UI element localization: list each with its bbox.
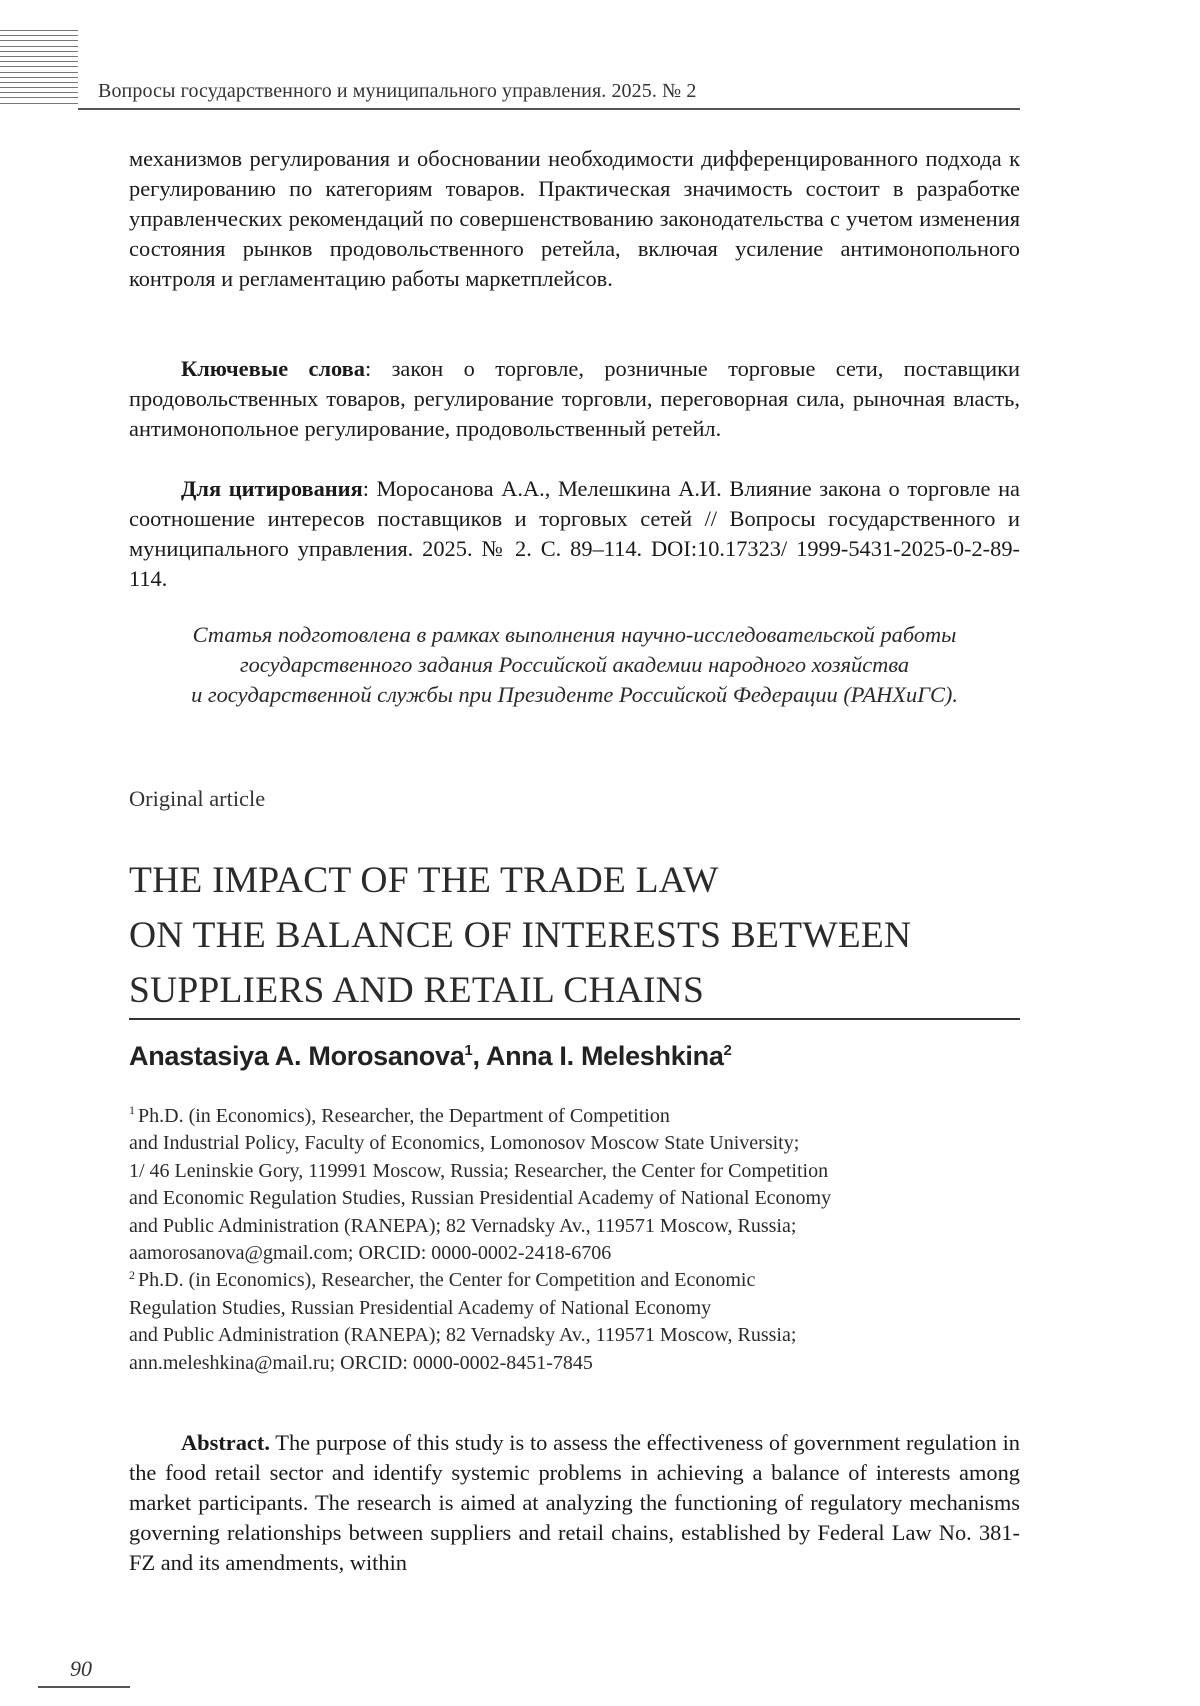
article-type-label: Original article <box>129 786 266 811</box>
title-line: SUPPLIERS AND RETAIL CHAINS <box>129 970 705 1011</box>
affiliation-line: and Industrial Policy, Faculty of Economics, Lomonosov Moscow State University; <box>129 1132 800 1155</box>
header-decoration-stripes <box>0 30 78 108</box>
abstract-section <box>129 1428 1020 1578</box>
funding-note <box>129 620 1020 710</box>
affiliation-line: aamorosanova@gmail.com; ORCID: 0000-0002-2418-6706 <box>129 1242 612 1265</box>
keywords-text: : закон о торговле, розничные торговые сети, поставщики продовольственных товаров, регулирование торговли, переговорная сила, рыночная власть, антимонопольное регулирование, продовольственный ретейл. <box>129 356 1021 441</box>
author-affiliation-mark: 1 <box>464 1042 473 1059</box>
affiliation-line: and Public Administration (RANEPA); 82 Vernadsky Av., 119571 Moscow, Russia; <box>129 1214 797 1237</box>
affiliation-line: ann.meleshkina@mail.ru; ORCID: 0000-0002-8451-7845 <box>129 1351 593 1374</box>
running-header: Вопросы государственного и муниципального управления. 2025. № 2 <box>98 80 697 102</box>
author-list <box>129 1041 732 1072</box>
affiliations <box>129 1103 1020 1377</box>
title-rule <box>129 1018 1020 1020</box>
summary-section <box>129 144 1020 294</box>
affiliation-text: Ph.D. (in Economics), Researcher, the Center for Competition and Economic <box>138 1269 756 1292</box>
citation-paragraph <box>129 474 1020 594</box>
citation-section <box>129 474 1020 594</box>
affiliation-mark: 2 <box>129 1267 135 1282</box>
funding-line: государственного задания Российской академии народного хозяйства <box>239 652 910 677</box>
affiliation-line <box>129 1103 1020 1130</box>
affiliation-line: 1/ 46 Leninskie Gory, 119991 Moscow, Russia; Researcher, the Center for Competition <box>129 1159 829 1182</box>
title-line: THE IMPACT OF THE TRADE LAW <box>129 860 719 901</box>
affiliation-line <box>129 1267 1020 1294</box>
title-line: ON THE BALANCE OF INTERESTS BETWEEN <box>129 915 912 956</box>
affiliation-line: and Public Administration (RANEPA); 82 Vernadsky Av., 119571 Moscow, Russia; <box>129 1324 797 1347</box>
author-name: Anastasiya A. Morosanova <box>129 1041 465 1071</box>
funding-line: и государственной службы при Президенте Российской Федерации (РАНХиГС). <box>191 682 958 707</box>
citation-label: Для цитирования <box>181 476 363 501</box>
affiliation-mark: 1 <box>129 1103 135 1118</box>
summary-paragraph: механизмов регулирования и обосновании необходимости дифференцированного подхода к регулированию по категориям товаров. Практическая значимость состоит в разработке управленческих рекомендаций по совершенствованию законодательства с учетом изменения состояния рынков продовольственного ретейла, включая усиление антимонопольного контроля и регламентацию работы маркетплейсов. <box>129 146 1020 291</box>
keywords-label: Ключевые слова <box>181 356 365 381</box>
author-name: Anna I. Meleshkina <box>485 1041 724 1071</box>
affiliation-line: and Economic Regulation Studies, Russian Presidential Academy of National Economy <box>129 1187 832 1210</box>
affiliation-line: Regulation Studies, Russian Presidential Academy of National Economy <box>129 1296 712 1319</box>
article-title <box>129 853 1020 1018</box>
page-number: 90 <box>70 1656 92 1681</box>
citation-text: : Моросанова А.А., Мелешкина А.И. Влияние закона о торговле на соотношение интересов поставщиков и торговых сетей // Вопросы государственного и муниципального управления. 2025. № 2. С. 89–114. DOI:10.17323/ 1999-5431-2025-0-2-89-114. <box>129 476 1020 591</box>
author-affiliation-mark: 2 <box>723 1042 732 1059</box>
affiliation-text: Ph.D. (in Economics), Researcher, the Department of Competition <box>138 1105 670 1127</box>
abstract-paragraph <box>129 1428 1020 1578</box>
author-separator: , <box>472 1041 486 1071</box>
page-number-rule <box>38 1686 130 1688</box>
keywords-section <box>129 354 1020 444</box>
abstract-text: The purpose of this study is to assess the effectiveness of government regulation in the food retail sector and identify systemic problems in achieving a balance of interests among market participants. The research is aimed at analyzing the functioning of regulatory mechanisms governing relationships between suppliers and retail chains, established by Federal Law No. 381-FZ and its amendments, within <box>129 1430 1020 1575</box>
funding-line: Статья подготовлена в рамках выполнения научно-исследовательской работы <box>192 622 957 647</box>
header-rule <box>78 108 1020 110</box>
keywords-paragraph <box>129 354 1020 444</box>
abstract-label: Abstract. <box>181 1430 270 1455</box>
